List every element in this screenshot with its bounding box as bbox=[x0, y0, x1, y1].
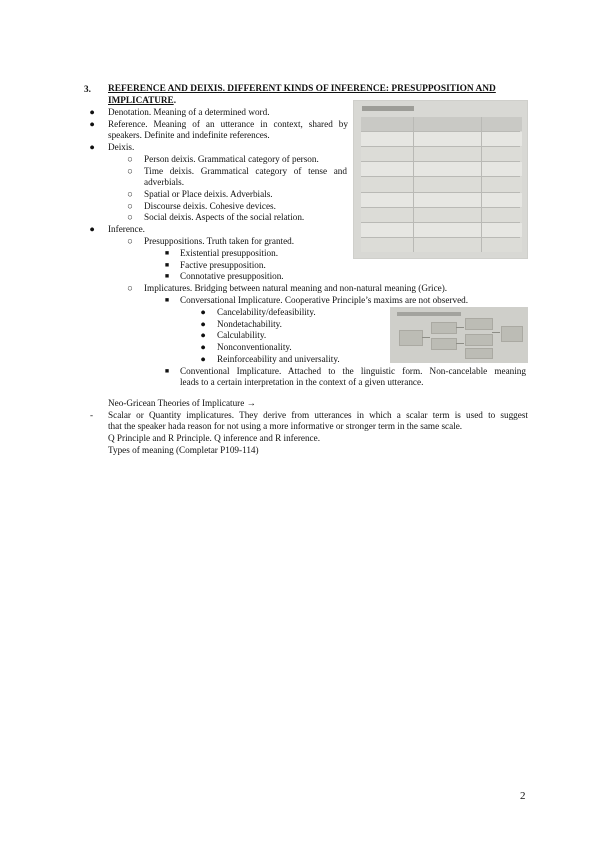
item-conventional bbox=[180, 366, 526, 389]
diagram-arrow bbox=[492, 332, 500, 333]
item-reference-line1: Reference. Meaning of an utterance in context, shared by bbox=[108, 119, 348, 129]
item-time-line2: adverbials. bbox=[144, 177, 185, 188]
item-implicatures: Implicatures. Bridging between natural meaning and non-natural meaning (Grice). bbox=[144, 283, 448, 293]
square-marker: ■ bbox=[164, 249, 170, 257]
item-factive: Factive presupposition. bbox=[180, 260, 266, 270]
diagram-arrow bbox=[422, 337, 430, 338]
diagram-node bbox=[465, 318, 493, 330]
table-photo bbox=[353, 100, 528, 259]
circle-marker: ○ bbox=[127, 201, 133, 211]
item-nondetachability: Nondetachability. bbox=[217, 319, 282, 329]
item-person-deixis: Person deixis. Grammatical category of person. bbox=[144, 154, 319, 164]
item-time-line1: Time deixis. Grammatical category of tense and bbox=[144, 166, 347, 176]
dash-marker: - bbox=[90, 410, 94, 420]
item-reinforceability: Reinforceability and universality. bbox=[217, 354, 340, 364]
diagram-node bbox=[465, 334, 493, 346]
q-r-principle: Q Principle and R Principle. Q inference and R inference. bbox=[108, 433, 321, 443]
diagram-arrow bbox=[456, 327, 464, 328]
section-title-line1: REFERENCE AND DEIXIS. DIFFERENT KINDS OF INFERENCE: PRESUPPOSITION AND bbox=[108, 84, 496, 94]
item-reference bbox=[108, 119, 348, 142]
bullet-marker: ● bbox=[89, 119, 95, 129]
square-marker: ■ bbox=[164, 261, 170, 269]
scalar-line2: that the speaker hada reason for not using a more informative or stronger term in the same scale. bbox=[108, 421, 463, 432]
bullet-marker: ● bbox=[200, 307, 206, 317]
item-cancelability: Cancelability/defeasibility. bbox=[217, 307, 316, 317]
diagram-node bbox=[431, 322, 457, 334]
scalar-implicatures bbox=[108, 410, 528, 433]
square-marker: ■ bbox=[164, 367, 170, 375]
item-inference: Inference. bbox=[108, 224, 145, 234]
bullet-marker: ● bbox=[89, 107, 95, 117]
item-nonconventionality: Nonconventionality. bbox=[217, 342, 292, 352]
neo-gricean-heading: Neo-Gricean Theories of Implicature → bbox=[108, 398, 256, 408]
square-marker: ■ bbox=[164, 296, 170, 304]
section-number: 3. bbox=[84, 84, 91, 94]
bullet-marker: ● bbox=[200, 319, 206, 329]
diagram-photo bbox=[390, 307, 528, 363]
item-conversational: Conversational Implicature. Cooperative Principle’s maxims are not observed. bbox=[180, 295, 469, 305]
item-discourse-deixis: Discourse deixis. Cohesive devices. bbox=[144, 201, 276, 211]
item-spatial-deixis: Spatial or Place deixis. Adverbials. bbox=[144, 189, 273, 199]
item-denotation: Denotation. Meaning of a determined word. bbox=[108, 107, 270, 117]
circle-marker: ○ bbox=[127, 212, 133, 222]
page-number: 2 bbox=[520, 790, 526, 802]
bullet-marker: ● bbox=[200, 330, 206, 340]
item-presuppositions: Presuppositions. Truth taken for granted. bbox=[144, 236, 295, 246]
scalar-line1: Scalar or Quantity implicatures. They derive from utterances in which a scalar term is used to suggest bbox=[108, 410, 528, 420]
table-photo-grid bbox=[361, 117, 520, 252]
square-marker: ■ bbox=[164, 272, 170, 280]
item-time-deixis bbox=[144, 166, 347, 189]
bullet-marker: ● bbox=[89, 224, 95, 234]
bullet-marker: ● bbox=[200, 342, 206, 352]
diagram-node bbox=[431, 338, 457, 350]
bullet-marker: ● bbox=[200, 354, 206, 364]
circle-marker: ○ bbox=[127, 166, 133, 176]
diagram-photo-caption bbox=[397, 312, 461, 316]
types-of-meaning: Types of meaning (Completar P109-114) bbox=[108, 445, 259, 455]
item-conventional-line1: Conventional Implicature. Attached to the linguistic form. Non-cancelable meaning bbox=[180, 366, 526, 376]
circle-marker: ○ bbox=[127, 283, 133, 293]
table-photo-caption bbox=[362, 106, 414, 111]
bullet-marker: ● bbox=[89, 142, 95, 152]
item-connotative: Connotative presupposition. bbox=[180, 271, 284, 281]
circle-marker: ○ bbox=[127, 189, 133, 199]
circle-marker: ○ bbox=[127, 154, 133, 164]
item-calculability: Calculability. bbox=[217, 330, 267, 340]
item-social-deixis: Social deixis. Aspects of the social relation. bbox=[144, 212, 305, 222]
diagram-node bbox=[465, 348, 493, 359]
item-deixis: Deixis. bbox=[108, 142, 135, 152]
section-title-line2: IMPLICATURE. bbox=[108, 95, 176, 105]
item-reference-line2: speakers. Definite and indefinite references. bbox=[108, 130, 270, 141]
circle-marker: ○ bbox=[127, 236, 133, 246]
diagram-node bbox=[501, 326, 523, 342]
diagram-arrow bbox=[456, 343, 464, 344]
item-conventional-line2: leads to a certain interpretation in the context of a given utterance. bbox=[180, 377, 424, 388]
diagram-node bbox=[399, 330, 423, 346]
item-existential: Existential presupposition. bbox=[180, 248, 278, 258]
